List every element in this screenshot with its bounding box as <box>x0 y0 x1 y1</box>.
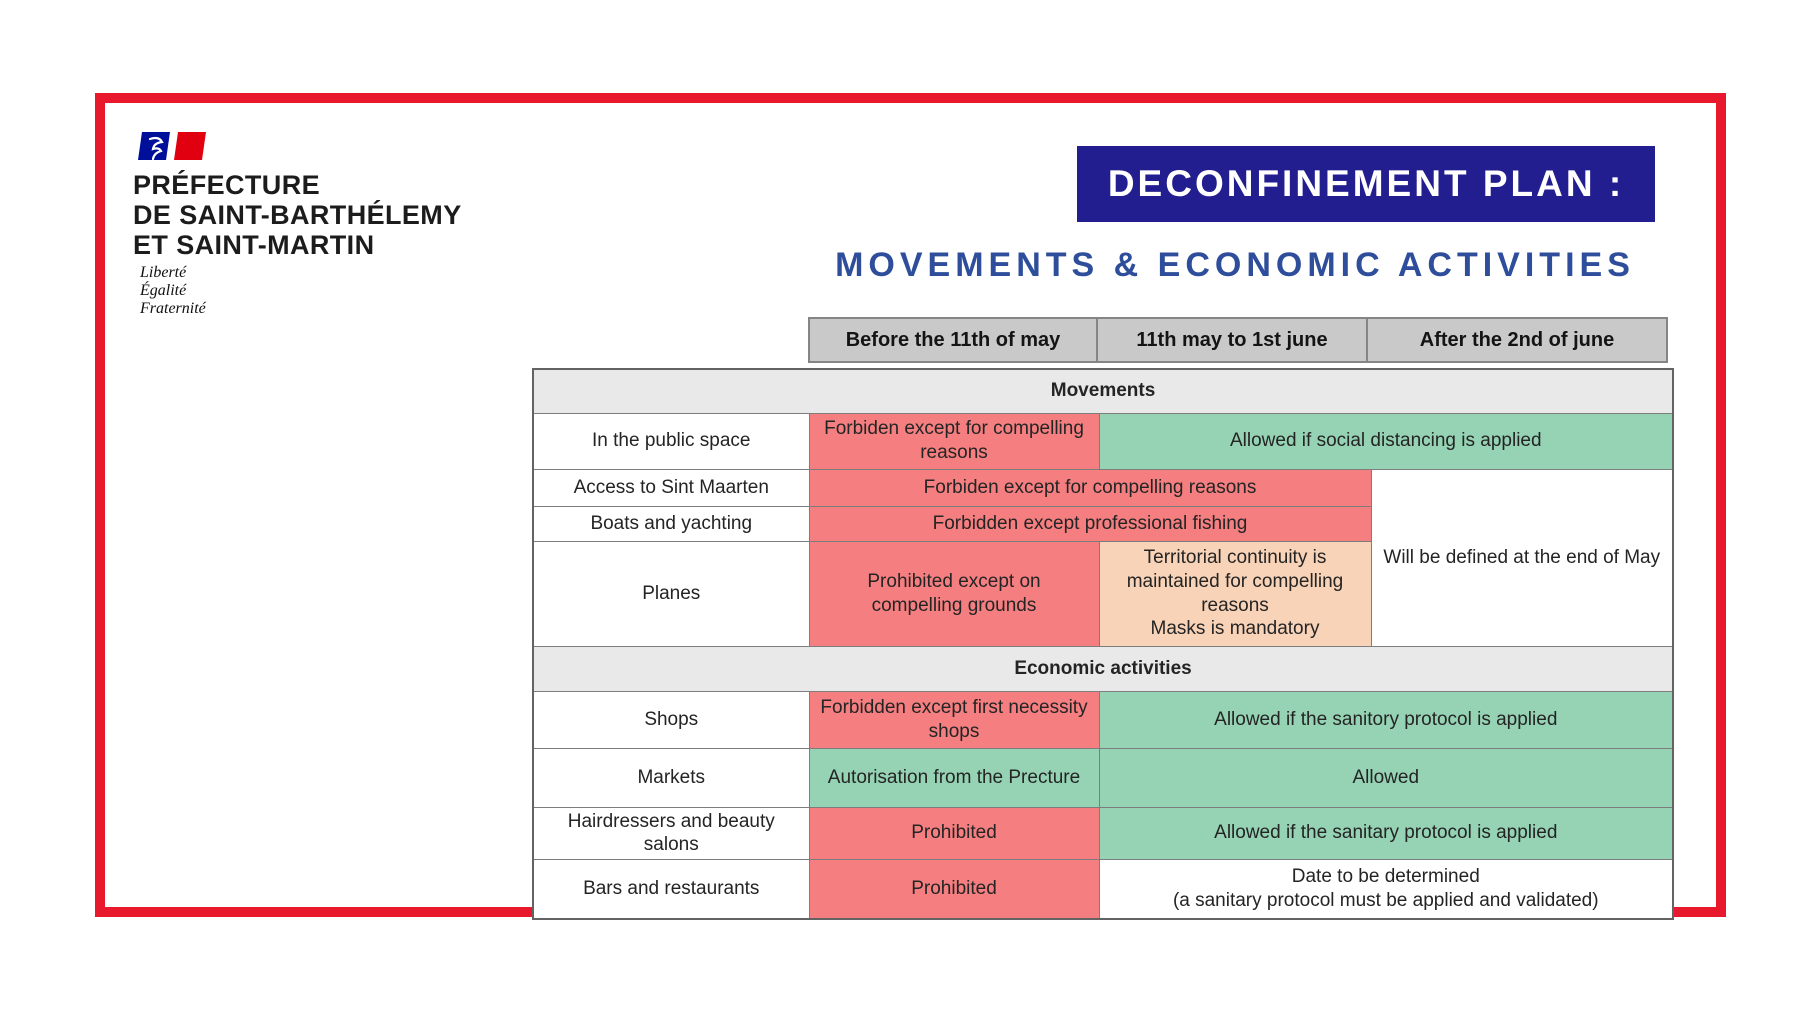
section-title-economic: Economic activities <box>533 646 1673 691</box>
cell-public-space-during-after: Allowed if social distancing is applied <box>1099 413 1673 469</box>
section-title-movements: Movements <box>533 369 1673 413</box>
cell-bars-during-after <box>1099 860 1673 919</box>
motto-liberte: Liberté <box>140 264 187 281</box>
row-label-bars: Bars and restaurants <box>533 860 809 919</box>
agency-name <box>133 170 493 260</box>
cell-planes-before: Prohibited except on compelling grounds <box>809 541 1099 646</box>
deconfinement-table <box>532 368 1674 920</box>
agency-name-line3: ET SAINT-MARTIN <box>133 230 375 260</box>
cell-shops-before: Forbidden except first necessity shops <box>809 691 1099 748</box>
cell-planes-during <box>1099 541 1371 646</box>
row-label-boats: Boats and yachting <box>533 506 809 541</box>
cell-movements-after-merged: Will be defined at the end of May <box>1371 469 1673 646</box>
row-label-sint-maarten: Access to Sint Maarten <box>533 469 809 506</box>
cell-markets-during-after: Allowed <box>1099 748 1673 807</box>
row-public-space <box>533 413 1673 469</box>
row-label-shops: Shops <box>533 691 809 748</box>
row-label-hairdressers: Hairdressers and beauty salons <box>533 807 809 860</box>
row-bars <box>533 860 1673 919</box>
planes-during-line1: Territorial continuity is maintained for compelling reasons <box>1126 547 1344 616</box>
motto-egalite: Égalité <box>140 282 187 299</box>
section-row-movements <box>533 369 1673 413</box>
page-title: DECONFINEMENT PLAN : <box>1077 146 1655 222</box>
agency-name-line1: PRÉFECTURE <box>133 170 321 200</box>
cell-public-space-before: Forbiden except for compelling reasons <box>809 413 1099 469</box>
row-label-public-space: In the public space <box>533 413 809 469</box>
row-label-planes: Planes <box>533 541 809 646</box>
page-subtitle: MOVEMENTS & ECONOMIC ACTIVITIES <box>835 246 1635 284</box>
flag-icon <box>132 131 210 161</box>
row-markets <box>533 748 1673 807</box>
column-header-11-may-to-1-june: 11th may to 1st june <box>1096 317 1368 363</box>
column-header-before-11-may: Before the 11th of may <box>808 317 1098 363</box>
row-sint-maarten <box>533 469 1673 506</box>
date-column-headers <box>808 317 1668 363</box>
motto-fraternite: Fraternité <box>140 300 206 317</box>
cell-shops-during-after: Allowed if the sanitory protocol is applied <box>1099 691 1673 748</box>
planes-during-line2: Masks is mandatory <box>1150 618 1320 640</box>
bars-during-after-line1: Date to be determined <box>1291 866 1480 887</box>
cell-bars-before: Prohibited <box>809 860 1099 919</box>
republic-motto <box>140 264 206 318</box>
column-header-after-2-june: After the 2nd of june <box>1366 317 1668 363</box>
french-government-logo <box>132 131 210 166</box>
cell-hairdressers-during-after: Allowed if the sanitary protocol is applied <box>1099 807 1673 860</box>
row-hairdressers <box>533 807 1673 860</box>
cell-sint-maarten-before-during: Forbiden except for compelling reasons <box>809 469 1371 506</box>
cell-boats-before-during: Forbidden except professional fishing <box>809 506 1371 541</box>
row-label-markets: Markets <box>533 748 809 807</box>
row-shops <box>533 691 1673 748</box>
agency-name-line2: DE SAINT-BARTHÉLEMY <box>133 200 462 230</box>
section-row-economic <box>533 646 1673 691</box>
cell-hairdressers-before: Prohibited <box>809 807 1099 860</box>
bars-during-after-line2: (a sanitary protocol must be applied and validated) <box>1172 889 1599 911</box>
cell-markets-before: Autorisation from the Precture <box>809 748 1099 807</box>
